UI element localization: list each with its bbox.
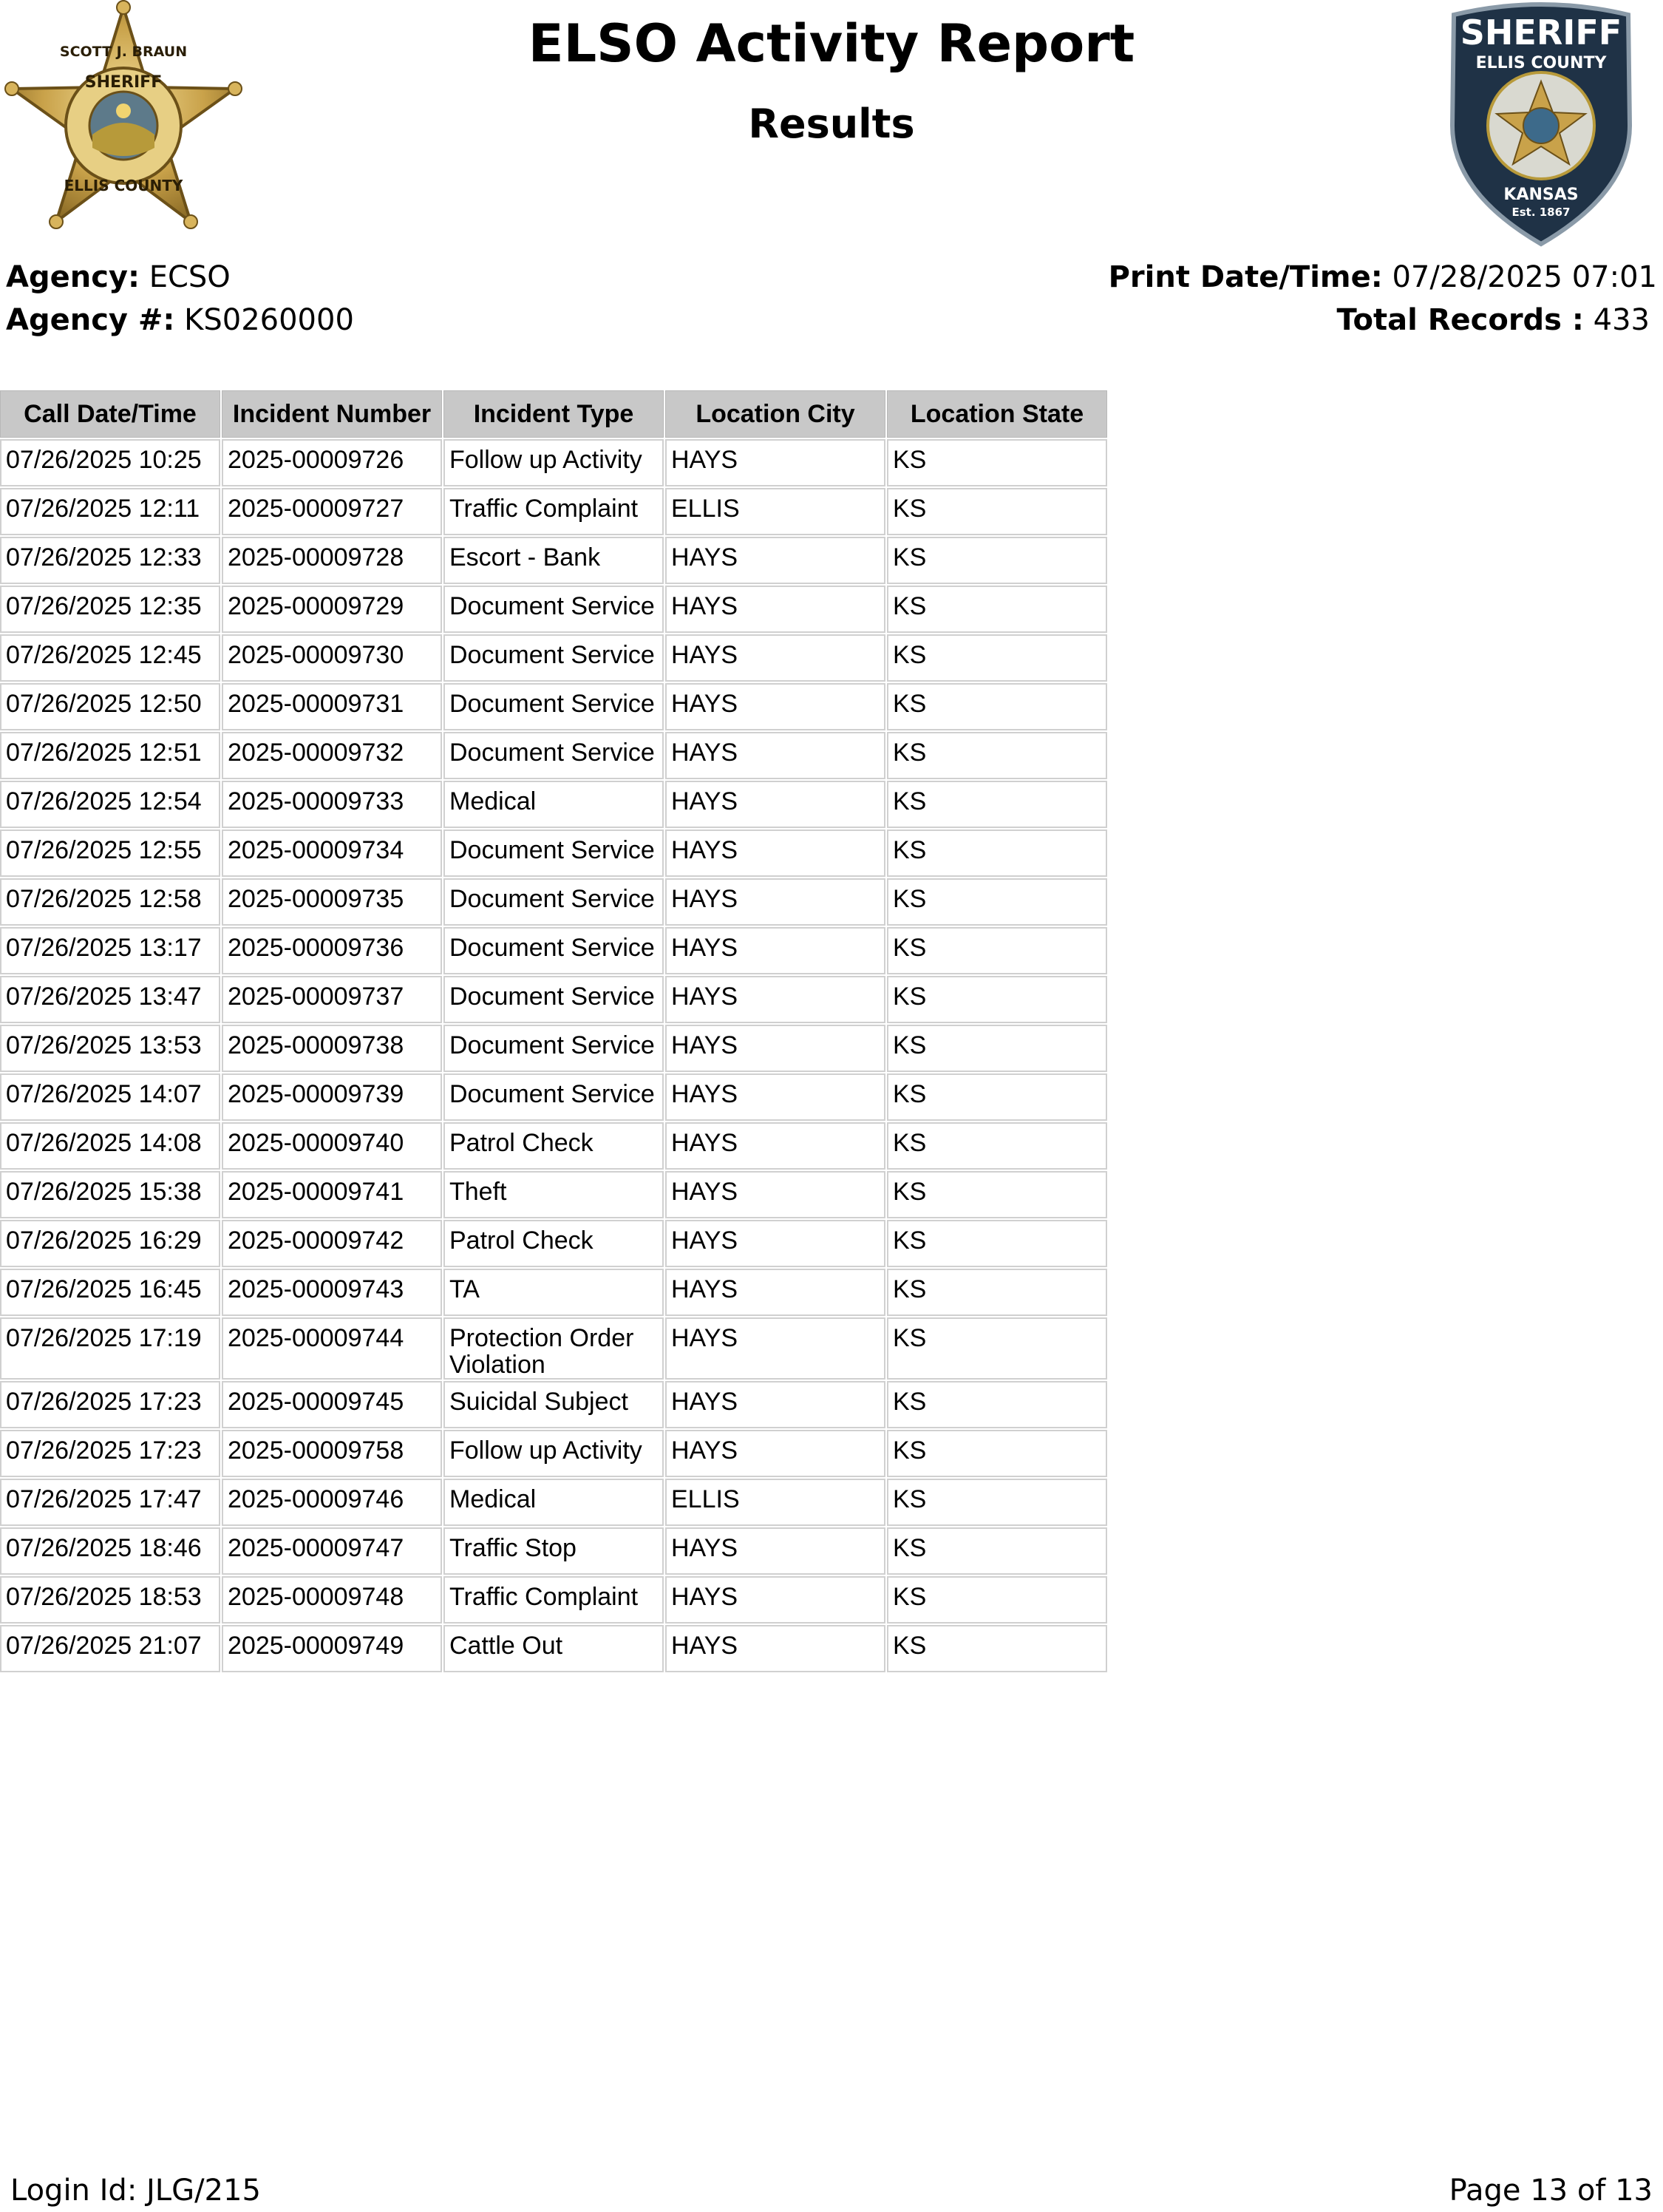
cell-location-state: KS: [887, 683, 1107, 730]
cell-location-state: KS: [887, 781, 1107, 828]
cell-incident-number: 2025-00009748: [222, 1576, 442, 1624]
report-subtitle: Results: [748, 101, 915, 147]
cell-incident-type: Document Service: [443, 1073, 664, 1121]
cell-location-city: HAYS: [665, 634, 885, 682]
cell-incident-type: Document Service: [443, 878, 664, 926]
cell-call-datetime: 07/26/2025 12:58: [0, 878, 220, 926]
cell-incident-type: TA: [443, 1269, 664, 1316]
cell-location-city: HAYS: [665, 1269, 885, 1316]
cell-incident-number: 2025-00009728: [222, 537, 442, 584]
cell-call-datetime: 07/26/2025 12:51: [0, 732, 220, 779]
cell-location-city: HAYS: [665, 1527, 885, 1575]
cell-call-datetime: 07/26/2025 13:53: [0, 1025, 220, 1072]
cell-call-datetime: 07/26/2025 13:47: [0, 976, 220, 1023]
column-header-call-datetime: Call Date/Time: [0, 390, 220, 438]
cell-call-datetime: 07/26/2025 14:07: [0, 1073, 220, 1121]
cell-call-datetime: 07/26/2025 17:47: [0, 1479, 220, 1526]
cell-call-datetime: 07/26/2025 12:54: [0, 781, 220, 828]
cell-location-state: KS: [887, 732, 1107, 779]
cell-incident-number: 2025-00009746: [222, 1479, 442, 1526]
cell-location-state: KS: [887, 1122, 1107, 1170]
cell-location-state: KS: [887, 1381, 1107, 1428]
table-row: [0, 1073, 1107, 1121]
cell-call-datetime: 07/26/2025 10:25: [0, 439, 220, 486]
cell-call-datetime: 07/26/2025 13:17: [0, 927, 220, 974]
total-records-line: [1337, 303, 1650, 337]
cell-location-city: HAYS: [665, 537, 885, 584]
cell-call-datetime: 07/26/2025 12:35: [0, 586, 220, 633]
svg-text:KANSAS: KANSAS: [1503, 186, 1579, 204]
print-datetime-line: [1109, 260, 1657, 294]
report-title: ELSO Activity Report: [528, 13, 1135, 74]
table-row: [0, 1171, 1107, 1218]
total-records-label: Total Records :: [1336, 303, 1584, 337]
agency-number-line: [6, 303, 354, 337]
cell-location-city: HAYS: [665, 732, 885, 779]
cell-call-datetime: 07/26/2025 17:19: [0, 1317, 220, 1380]
cell-location-state: KS: [887, 1073, 1107, 1121]
svg-text:SCOTT J. BRAUN: SCOTT J. BRAUN: [59, 44, 188, 60]
cell-incident-number: 2025-00009744: [222, 1317, 442, 1380]
column-header-incident-type: Incident Type: [443, 390, 664, 438]
cell-incident-number: 2025-00009742: [222, 1220, 442, 1267]
cell-incident-number: 2025-00009740: [222, 1122, 442, 1170]
cell-location-city: HAYS: [665, 1381, 885, 1428]
cell-incident-number: 2025-00009736: [222, 927, 442, 974]
cell-location-state: KS: [887, 1576, 1107, 1624]
cell-location-state: KS: [887, 1527, 1107, 1575]
cell-incident-number: 2025-00009732: [222, 732, 442, 779]
cell-location-city: ELLIS: [665, 1479, 885, 1526]
cell-call-datetime: 07/26/2025 12:11: [0, 488, 220, 535]
table-row: [0, 1269, 1107, 1316]
cell-incident-number: 2025-00009741: [222, 1171, 442, 1218]
cell-incident-type: Protection Order Violation: [443, 1317, 664, 1380]
cell-incident-type: Document Service: [443, 683, 664, 730]
cell-call-datetime: 07/26/2025 12:55: [0, 830, 220, 877]
cell-location-state: KS: [887, 1269, 1107, 1316]
cell-call-datetime: 07/26/2025 17:23: [0, 1430, 220, 1477]
cell-incident-type: Theft: [443, 1171, 664, 1218]
cell-location-state: KS: [887, 586, 1107, 633]
cell-location-city: HAYS: [665, 439, 885, 486]
print-datetime-label: Print Date/Time:: [1108, 260, 1383, 294]
cell-incident-type: Medical: [443, 1479, 664, 1526]
cell-incident-number: 2025-00009729: [222, 586, 442, 633]
cell-call-datetime: 07/26/2025 18:53: [0, 1576, 220, 1624]
cell-incident-type: Patrol Check: [443, 1220, 664, 1267]
cell-location-state: KS: [887, 439, 1107, 486]
cell-location-city: HAYS: [665, 927, 885, 974]
svg-text:ELLIS COUNTY: ELLIS COUNTY: [1475, 54, 1607, 72]
cell-incident-type: Cattle Out: [443, 1625, 664, 1672]
cell-location-state: KS: [887, 878, 1107, 926]
svg-text:SHERIFF: SHERIFF: [84, 73, 163, 92]
cell-incident-number: 2025-00009735: [222, 878, 442, 926]
cell-incident-number: 2025-00009743: [222, 1269, 442, 1316]
cell-incident-number: 2025-00009739: [222, 1073, 442, 1121]
cell-incident-type: Document Service: [443, 732, 664, 779]
table-row: [0, 634, 1107, 682]
cell-incident-type: Document Service: [443, 927, 664, 974]
table-row: [0, 1479, 1107, 1526]
cell-incident-number: 2025-00009730: [222, 634, 442, 682]
cell-location-city: HAYS: [665, 683, 885, 730]
cell-incident-type: Document Service: [443, 634, 664, 682]
cell-call-datetime: 07/26/2025 12:33: [0, 537, 220, 584]
cell-location-state: KS: [887, 1430, 1107, 1477]
cell-location-city: HAYS: [665, 1576, 885, 1624]
cell-location-state: KS: [887, 488, 1107, 535]
cell-incident-type: Follow up Activity: [443, 439, 664, 486]
cell-incident-type: Patrol Check: [443, 1122, 664, 1170]
table-row: [0, 1625, 1107, 1672]
cell-location-city: HAYS: [665, 1317, 885, 1380]
cell-incident-type: Suicidal Subject: [443, 1381, 664, 1428]
cell-incident-type: Traffic Stop: [443, 1527, 664, 1575]
table-row: [0, 537, 1107, 584]
agency-number-label: Agency #:: [6, 303, 175, 337]
svg-text:Est. 1867: Est. 1867: [1511, 206, 1571, 219]
cell-location-state: KS: [887, 1479, 1107, 1526]
cell-incident-type: Traffic Complaint: [443, 488, 664, 535]
cell-location-city: HAYS: [665, 976, 885, 1023]
column-header-location-state: Location State: [887, 390, 1107, 438]
cell-location-city: HAYS: [665, 1122, 885, 1170]
cell-location-city: HAYS: [665, 1220, 885, 1267]
table-row: [0, 488, 1107, 535]
table-row: [0, 878, 1107, 926]
cell-incident-type: Escort - Bank: [443, 537, 664, 584]
print-datetime-value: 07/28/2025 07:01: [1392, 260, 1657, 294]
cell-incident-type: Follow up Activity: [443, 1430, 664, 1477]
cell-incident-type: Document Service: [443, 1025, 664, 1072]
table-row: [0, 1576, 1107, 1624]
cell-incident-number: 2025-00009733: [222, 781, 442, 828]
cell-location-state: KS: [887, 1171, 1107, 1218]
cell-location-city: HAYS: [665, 781, 885, 828]
total-records-value: 433: [1593, 303, 1650, 337]
cell-incident-type: Traffic Complaint: [443, 1576, 664, 1624]
cell-location-state: KS: [887, 1625, 1107, 1672]
cell-call-datetime: 07/26/2025 18:46: [0, 1527, 220, 1575]
table-row: [0, 1430, 1107, 1477]
cell-location-city: HAYS: [665, 1625, 885, 1672]
cell-call-datetime: 07/26/2025 16:29: [0, 1220, 220, 1267]
table-row: [0, 1025, 1107, 1072]
cell-call-datetime: 07/26/2025 17:23: [0, 1381, 220, 1428]
cell-call-datetime: 07/26/2025 15:38: [0, 1171, 220, 1218]
table-row: [0, 781, 1107, 828]
cell-location-city: HAYS: [665, 1073, 885, 1121]
cell-location-state: KS: [887, 1220, 1107, 1267]
table-row: [0, 732, 1107, 779]
cell-location-city: HAYS: [665, 1430, 885, 1477]
table-row: [0, 439, 1107, 486]
table-row: [0, 683, 1107, 730]
cell-incident-number: 2025-00009734: [222, 830, 442, 877]
table-row: [0, 1527, 1107, 1575]
cell-incident-number: 2025-00009727: [222, 488, 442, 535]
cell-incident-number: 2025-00009737: [222, 976, 442, 1023]
cell-incident-type: Document Service: [443, 586, 664, 633]
cell-call-datetime: 07/26/2025 21:07: [0, 1625, 220, 1672]
agency-label: Agency:: [6, 260, 140, 294]
agency-number-value: KS0260000: [184, 303, 354, 337]
cell-incident-number: 2025-00009747: [222, 1527, 442, 1575]
svg-text:SHERIFF: SHERIFF: [1460, 13, 1622, 52]
cell-incident-number: 2025-00009745: [222, 1381, 442, 1428]
cell-incident-number: 2025-00009758: [222, 1430, 442, 1477]
cell-incident-type: Document Service: [443, 976, 664, 1023]
agency-value: ECSO: [149, 260, 231, 294]
cell-incident-type: Medical: [443, 781, 664, 828]
cell-location-state: KS: [887, 976, 1107, 1023]
table-row: [0, 1122, 1107, 1170]
cell-location-city: HAYS: [665, 1025, 885, 1072]
table-row: [0, 1220, 1107, 1267]
cell-location-city: ELLIS: [665, 488, 885, 535]
table-header-row: [0, 390, 1107, 438]
agency-line: [6, 260, 231, 294]
cell-location-state: KS: [887, 1317, 1107, 1380]
cell-incident-number: 2025-00009738: [222, 1025, 442, 1072]
page-number: Page 13 of 13: [1449, 2174, 1653, 2208]
table-row: [0, 1317, 1107, 1380]
cell-location-city: HAYS: [665, 830, 885, 877]
table-row: [0, 830, 1107, 877]
cell-location-city: HAYS: [665, 1171, 885, 1218]
cell-call-datetime: 07/26/2025 16:45: [0, 1269, 220, 1316]
cell-call-datetime: 07/26/2025 14:08: [0, 1122, 220, 1170]
cell-incident-number: 2025-00009726: [222, 439, 442, 486]
table-row: [0, 586, 1107, 633]
cell-call-datetime: 07/26/2025 12:45: [0, 634, 220, 682]
incident-results-table: [0, 389, 1109, 1674]
cell-incident-number: 2025-00009731: [222, 683, 442, 730]
cell-location-state: KS: [887, 537, 1107, 584]
column-header-incident-number: Incident Number: [222, 390, 442, 438]
cell-location-state: KS: [887, 634, 1107, 682]
cell-location-state: KS: [887, 1025, 1107, 1072]
cell-location-city: HAYS: [665, 878, 885, 926]
table-row: [0, 927, 1107, 974]
cell-location-state: KS: [887, 830, 1107, 877]
cell-location-city: HAYS: [665, 586, 885, 633]
svg-text:ELLIS COUNTY: ELLIS COUNTY: [64, 177, 183, 194]
cell-incident-number: 2025-00009749: [222, 1625, 442, 1672]
cell-incident-type: Document Service: [443, 830, 664, 877]
cell-call-datetime: 07/26/2025 12:50: [0, 683, 220, 730]
column-header-location-city: Location City: [665, 390, 885, 438]
cell-location-state: KS: [887, 927, 1107, 974]
table-row: [0, 976, 1107, 1023]
login-id: Login Id: JLG/215: [10, 2174, 261, 2208]
table-row: [0, 1381, 1107, 1428]
